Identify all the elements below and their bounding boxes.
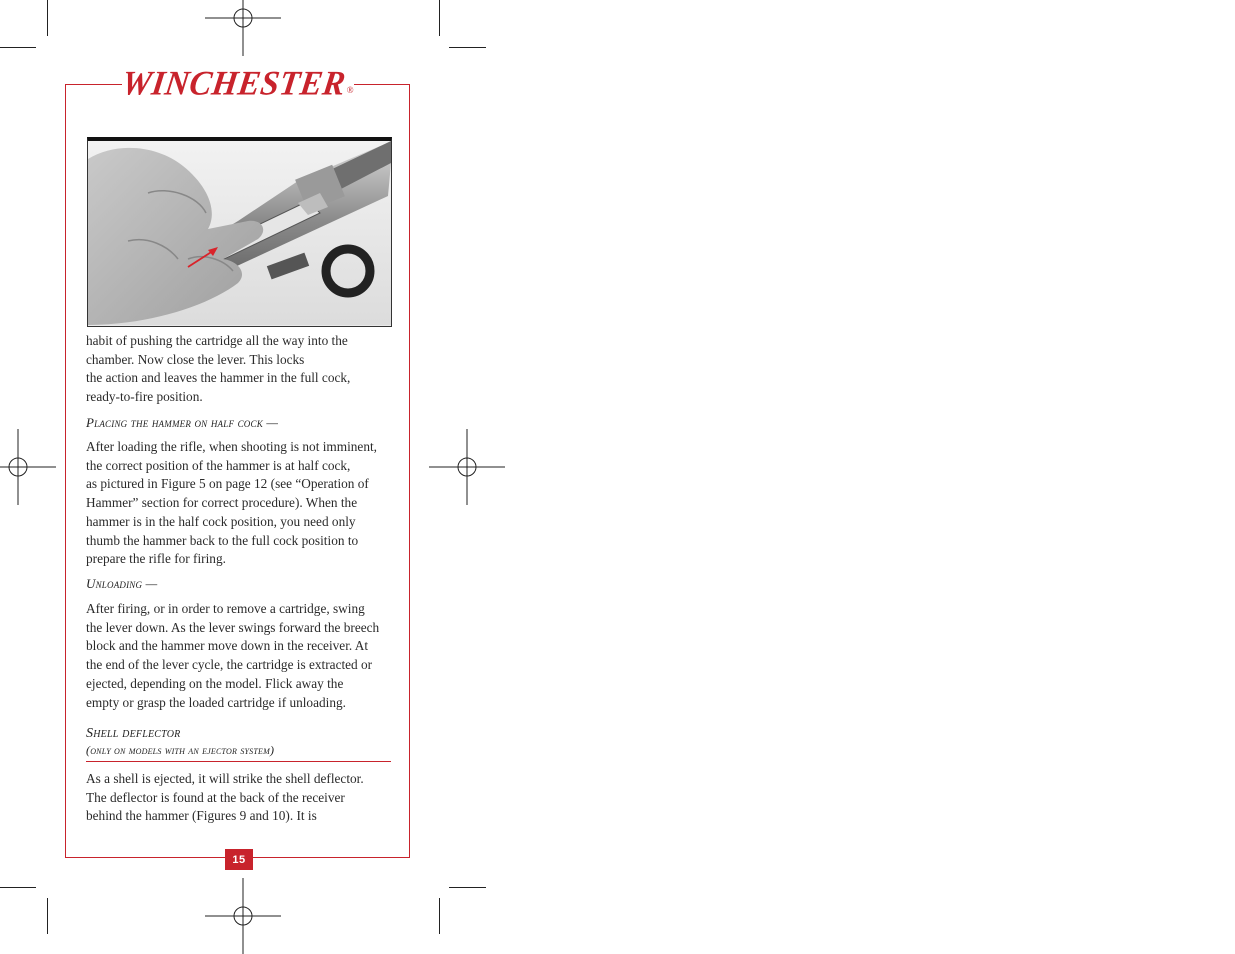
intro-paragraph — [86, 332, 394, 407]
crop-mark — [0, 47, 36, 48]
text-line: prepare the rifle for firing. — [86, 551, 226, 567]
text-line: as pictured in Figure 5 on page 12 (see “Operation of — [86, 476, 369, 492]
text-line: hammer is in the half cock position, you need only — [86, 513, 356, 529]
text-line: the end of the lever cycle, the cartridge is extracted or — [86, 657, 373, 673]
crop-mark — [47, 0, 48, 36]
page-number-badge: 15 — [225, 849, 253, 870]
section-heading-half-cock: Placing the hammer on half cock — — [86, 415, 279, 430]
registration-mark-icon — [0, 429, 56, 505]
crop-mark — [0, 887, 36, 888]
text-line: thumb the hammer back to the full cock position to — [86, 532, 359, 548]
rifle-action-hand-photo-icon — [88, 141, 391, 325]
registered-mark: ® — [346, 85, 354, 95]
winchester-logo — [119, 64, 354, 104]
registration-mark-icon — [429, 429, 505, 505]
crop-mark — [449, 47, 486, 48]
text-line: ejected, depending on the model. Flick away the — [86, 675, 344, 691]
shell-deflector-paragraph — [86, 770, 394, 826]
text-line: block and the hammer move down in the receiver. At — [86, 638, 369, 654]
text-line: As a shell is ejected, it will strike the shell deflector. — [86, 771, 364, 786]
half-cock-paragraph — [86, 438, 394, 569]
text-line: habit of pushing the cartridge all the way into the — [86, 333, 348, 348]
registration-mark-icon — [205, 0, 281, 56]
text-line: Hammer” section for correct procedure). When the — [86, 495, 358, 511]
registration-mark-icon — [205, 878, 281, 954]
text-line: empty or grasp the loaded cartridge if unloading. — [86, 694, 346, 710]
text-line: the lever down. As the lever swings forward the breech — [86, 619, 380, 635]
unloading-paragraph — [86, 600, 394, 712]
crop-mark — [449, 887, 486, 888]
text-line: behind the hammer (Figures 9 and 10). It is — [86, 808, 317, 824]
section-subheading-ejector: (only on models with an ejector system) — [86, 743, 275, 757]
crop-mark — [439, 898, 440, 934]
text-line: After loading the rifle, when shooting is not imminent, — [86, 439, 378, 454]
section-heading-unloading: Unloading — — [86, 576, 158, 591]
text-line: the correct position of the hammer is at half cock, — [86, 457, 351, 473]
section-heading-shell-deflector: Shell deflector — [86, 726, 181, 741]
rifle-action-photo — [87, 137, 392, 327]
crop-mark — [47, 898, 48, 934]
text-line: chamber. Now close the lever. This locks — [86, 351, 305, 367]
logo-wordmark: WINCHESTER — [119, 64, 349, 103]
text-line: the action and leaves the hammer in the full cock, — [86, 370, 351, 386]
text-line: The deflector is found at the back of the receiver — [86, 789, 345, 805]
crop-mark — [439, 0, 440, 36]
section-divider — [86, 761, 391, 762]
text-line: After firing, or in order to remove a cartridge, swing — [86, 601, 365, 616]
text-line: ready-to-fire position. — [86, 389, 203, 405]
